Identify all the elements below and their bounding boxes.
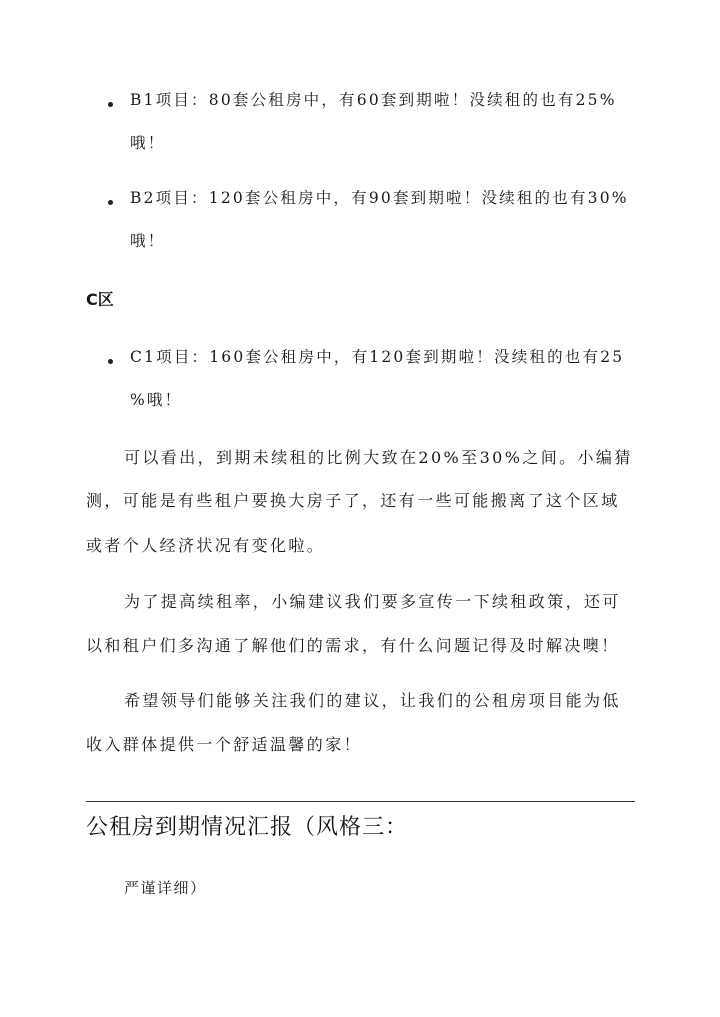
bullet-text: B1项目：80套公租房中，有60套到期啦！没续租的也有25%	[130, 91, 617, 109]
bullet-text: C1项目：160套公租房中，有120套到期啦！没续租的也有25	[130, 348, 625, 366]
paragraph-line: 可以看出，到期未续租的比例大致在20%至30%之间。小编猜	[124, 448, 633, 467]
paragraph-line: 测，可能是有些租户要换大房子了，还有一些可能搬离了这个区域	[86, 491, 620, 510]
paragraph-line: 希望领导们能够关注我们的建议，让我们的公租房项目能为低	[124, 691, 621, 710]
paragraph-line: 以和租户们多沟通了解他们的需求，有什么问题记得及时解决噢！	[86, 636, 620, 655]
bullet-text: B2项目：120套公租房中，有90套到期啦！没续租的也有30%	[130, 189, 629, 207]
section-divider	[86, 801, 635, 802]
bullet-icon	[108, 200, 113, 205]
bullet-icon	[108, 359, 113, 364]
bullet-icon	[108, 102, 113, 107]
section-heading: 公租房到期情况汇报（风格三：	[86, 815, 409, 840]
paragraph-line: 收入群体提供一个舒适温馨的家！	[86, 735, 363, 754]
section-label: C区	[86, 290, 114, 309]
bullet-text-continued: 哦！	[130, 232, 166, 250]
paragraph-line: 为了提高续租率，小编建议我们要多宣传一下续租政策，还可	[124, 592, 621, 611]
bullet-text-continued: %哦！	[130, 391, 183, 409]
paragraph-line: 或者个人经济状况有变化啦。	[86, 536, 326, 555]
bullet-text-continued: 哦！	[130, 134, 166, 152]
section-subheading: 严谨详细）	[124, 879, 207, 897]
